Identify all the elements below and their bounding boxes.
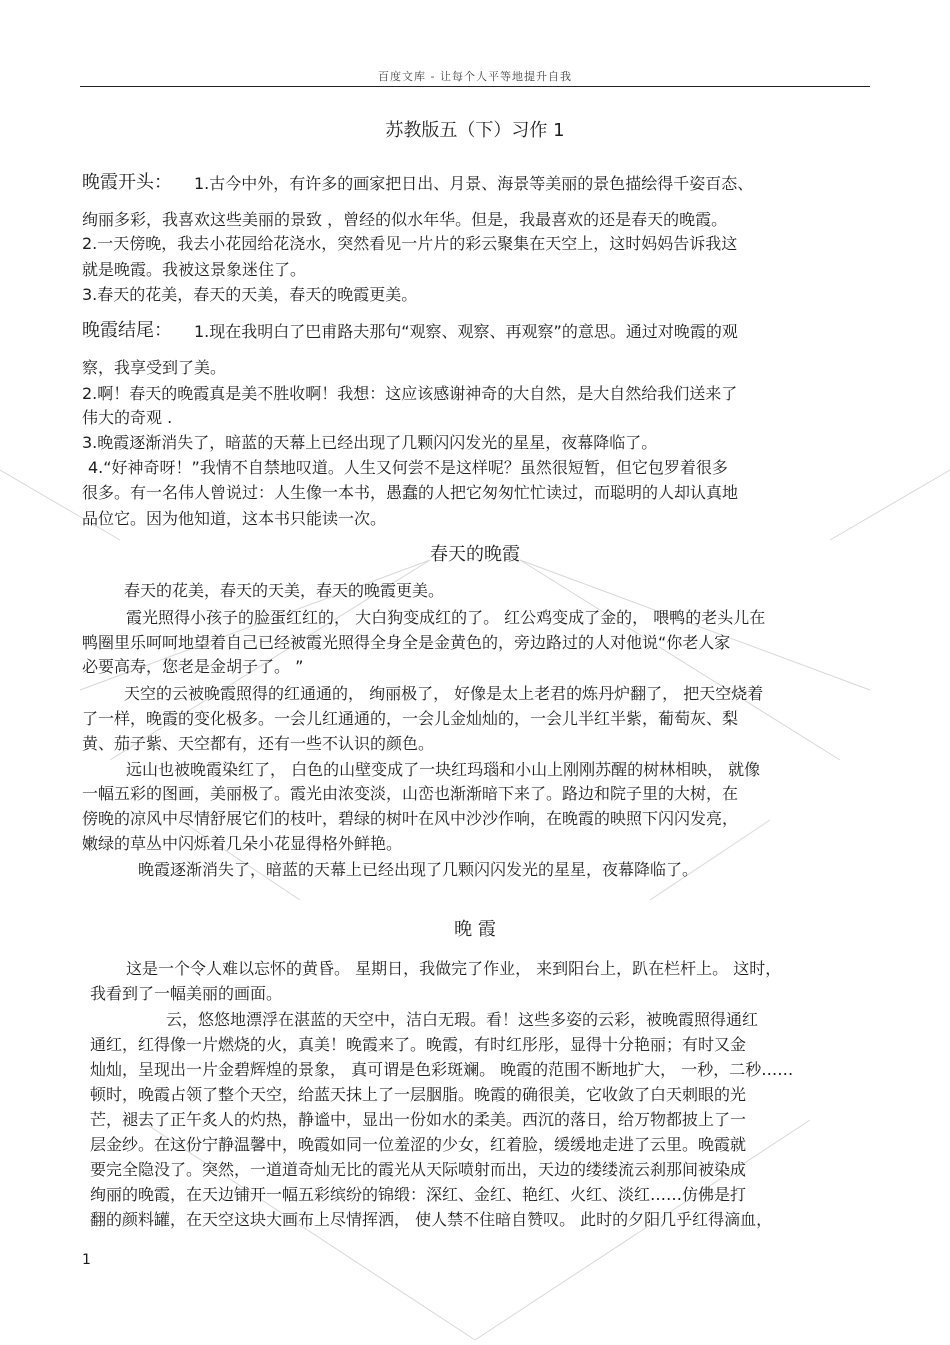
essay-line: 通红，红得像一片燃烧的火，真美！晚霞来了。晚霞，有时红彤彤，显得十分艳丽；有时又金 (90, 1035, 747, 1054)
essay-title: 春天的晚霞 (430, 544, 520, 565)
essay-line: 了一样，晚霞的变化极多。一会儿红通通的，一会儿金灿灿的，一会儿半红半紫，葡萄灰、梨 (82, 709, 739, 728)
essay-line: 黄、茄子紫、天空都有，还有一些不认识的颜色。 (82, 734, 435, 753)
essay-line: 这是一个令人难以忘怀的黄昏。 星期日，我做完了作业， 来到阳台上，趴在栏杆上。 这时， (126, 959, 782, 978)
endings-line: 1.现在我明白了巴甫路夫那句“观察、观察、再观察”的意思。通过对晚霞的观 (194, 322, 738, 341)
essay-line: 远山也被晚霞染红了， 白色的山壁变成了一块红玛瑙和小山上刚刚苏醒的树林相映， 就像 (126, 760, 761, 779)
essay-line: 要完全隐没了。突然，一道道奇灿无比的霞光从天际喷射而出，天边的缕缕流云刹那间被染成 (90, 1160, 747, 1179)
essay-line: 芒，褪去了正午炙人的灼热，静谧中，显出一份如水的柔美。西沉的落日，给万物都披上了一 (90, 1110, 747, 1129)
essay-line: 层金纱。在这份宁静温馨中，晚霞如同一位羞涩的少女，红着脸，缓缓地走进了云里。晚霞就 (90, 1135, 747, 1154)
openings-label: 晚霞开头： (82, 172, 172, 193)
essay-line: 晚霞逐渐消失了，暗蓝的天幕上已经出现了几颗闪闪发光的星星，夜幕降临了。 (138, 860, 699, 879)
essay-line: 灿灿，呈现出一片金碧辉煌的景象， 真可谓是色彩斑斓。 晚霞的范围不断地扩大， 一秒，二秒…… (90, 1060, 794, 1079)
essay-line: 傍晚的凉风中尽情舒展它们的枝叶，碧绿的树叶在风中沙沙作响，在晚霞的映照下闪闪发亮， (82, 809, 739, 828)
page-number: 1 (82, 1252, 91, 1268)
essay-line: 霞光照得小孩子的脸蛋红红的， 大白狗变成红的了。 红公鸡变成了金的， 喂鸭的老头儿在 (126, 608, 766, 627)
essay-title: 晚 霞 (454, 919, 496, 940)
endings-line: 很多。有一名伟人曾说过：人生像一本书，愚蠢的人把它匆匆忙忙读过，而聪明的人却认真地 (82, 483, 739, 502)
essay-line: 绚丽的晚霞，在天边铺开一幅五彩缤纷的锦缎：深红、金红、艳红、火红、淡红……仿佛是打 (90, 1185, 747, 1204)
openings-line: 1.古今中外，有许多的画家把日出、月景、海景等美丽的景色描绘得千姿百态、 (194, 174, 754, 193)
openings-line: 2.一天傍晚，我去小花园给花浇水，突然看见一片片的彩云聚集在天空上，这时妈妈告诉我这 (82, 234, 738, 253)
openings-line: 绚丽多彩，我喜欢这些美丽的景致 ，曾经的似水年华。但是，我最喜欢的还是春天的晚霞。 (82, 210, 728, 229)
endings-label: 晚霞结尾： (82, 320, 172, 341)
endings-line: 察，我享受到了美。 (82, 358, 227, 377)
essay-line: 必要高寿，您老是金胡子了。 ” (82, 657, 304, 676)
essay-line: 云，悠悠地漂浮在湛蓝的天空中，洁白无瑕。看！这些多姿的云彩，被晚霞照得通红 (166, 1010, 759, 1029)
document-title: 苏教版五（下）习作 1 (385, 120, 565, 141)
header-divider (80, 86, 870, 87)
essay-line: 翻的颜料罐，在天空这块大画布上尽情挥洒， 使人禁不住暗自赞叹。 此时的夕阳几乎红得滴血， (90, 1210, 773, 1229)
endings-line: 2.啊！春天的晚霞真是美不胜收啊！我想：这应该感谢神奇的大自然，是大自然给我们送来了 (82, 384, 738, 403)
endings-line: 品位它。因为他知道，这本书只能读一次。 (82, 509, 387, 528)
running-header: 百度文库 - 让每个人平等地提升自我 (378, 70, 572, 83)
essay-line: 鸭圈里乐呵呵地望着自己已经被霞光照得全身全是金黄色的，旁边路过的人对他说“你老人家 (82, 633, 731, 652)
essay-line: 春天的花美，春天的天美，春天的晚霞更美。 (124, 581, 445, 600)
endings-line: 伟大的奇观 . (82, 408, 173, 427)
endings-line: 3.晚霞逐渐消失了，暗蓝的天幕上已经出现了几颗闪闪发光的星星，夜幕降临了。 (82, 433, 658, 452)
essay-line: 一幅五彩的图画，美丽极了。霞光由浓变淡，山峦也渐渐暗下来了。路边和院子里的大树，在 (82, 784, 739, 803)
essay-line: 天空的云被晚霞照得的红通通的， 绚丽极了， 好像是太上老君的炼丹炉翻了， 把天空烧着 (124, 684, 764, 703)
essay-line: 嫩绿的草丛中闪烁着几朵小花显得格外鲜艳。 (82, 834, 403, 853)
openings-line: 就是晚霞。我被这景象迷住了。 (82, 260, 307, 279)
openings-line: 3.春天的花美，春天的天美，春天的晚霞更美。 (82, 285, 418, 304)
endings-line: 4.“好神奇呀！”我情不自禁地叹道。人生又何尝不是这样呢？虽然很短暂，但它包罗着很多 (88, 458, 728, 477)
essay-line: 我看到了一幅美丽的画面。 (90, 984, 283, 1003)
essay-line: 顿时，晚霞占领了整个天空，给蓝天抹上了一层胭脂。晚霞的确很美，它收敛了白天刺眼的光 (90, 1085, 747, 1104)
